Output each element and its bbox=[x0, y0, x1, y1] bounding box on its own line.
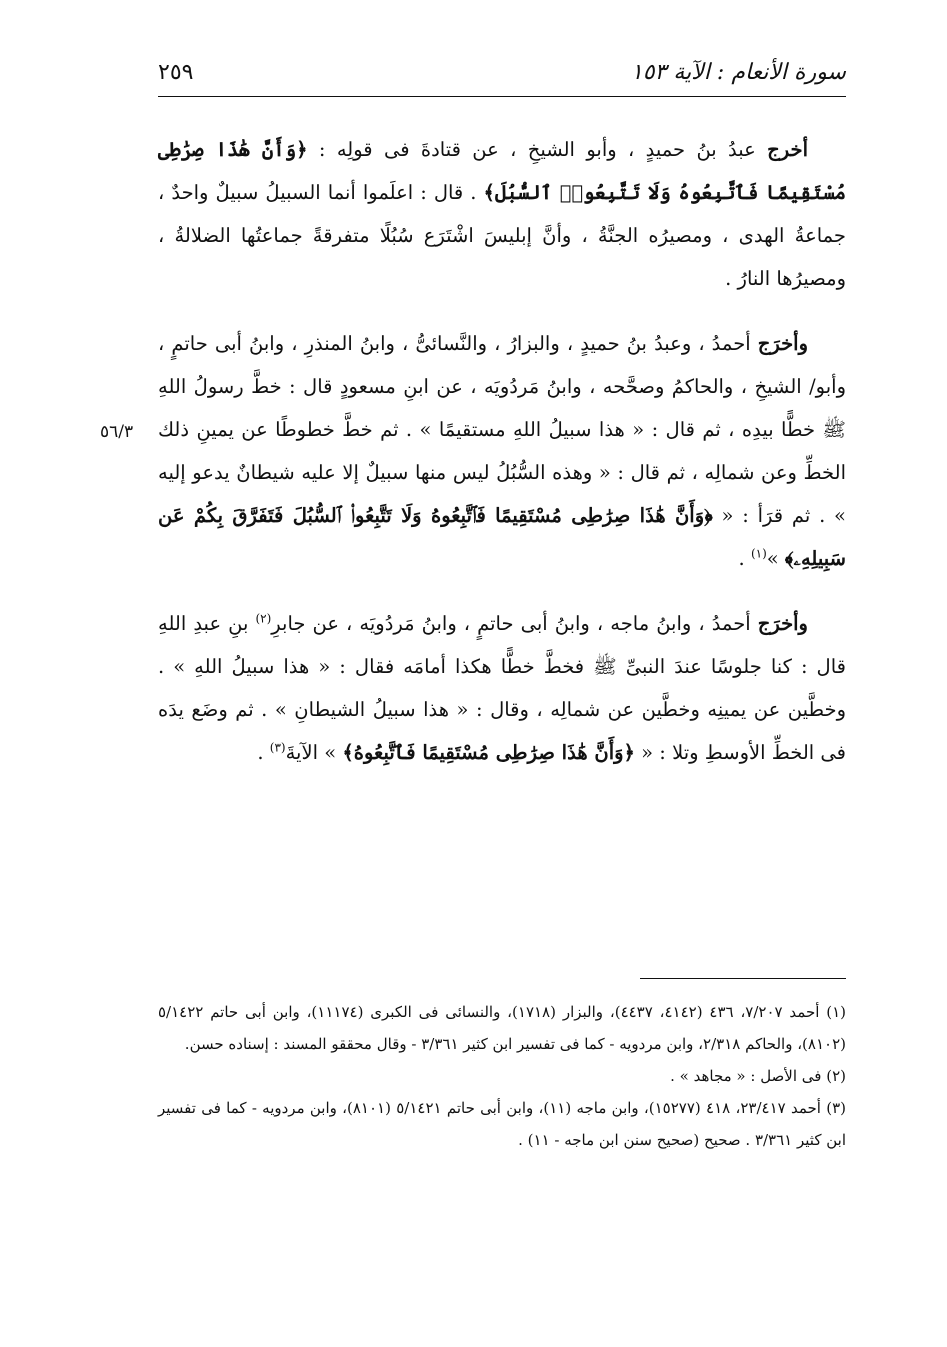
footnotes bbox=[158, 996, 846, 1156]
paragraph-text: . قال : اعلَموا أنما السبيلُ سبيلٌ واحدٌ ، جماعةُ الهدى ، ومصيرُه الجنَّةُ ، وأنَّ إبليسَ اشْتَرَع سُبُلًا متفرقةً جماعتُها الضلالةُ ، ومصيرُها النارُ . bbox=[158, 181, 846, 290]
footnote-divider bbox=[640, 978, 846, 979]
footnote-ref[interactable]: (١) bbox=[750, 546, 767, 561]
main-text bbox=[158, 128, 846, 796]
paragraph-2 bbox=[158, 322, 846, 580]
paragraph-lead: أخرج bbox=[767, 138, 808, 161]
footnote-3: (٣) أحمد ٢٣/٤١٧، ٤١٨ (١٥٢٧٧)، وابن ماجه (١١)، وابن أبى حاتم ٥/١٤٢١ (٨١٠١)، وابن مردويه - كما فى تفسير ابن كثير ٣/٣٦١ . صحيح (صحيح سنن ابن ماجه - ١١) . bbox=[158, 1099, 846, 1149]
paragraph-text: » bbox=[766, 547, 785, 570]
paragraph-text: أحمدُ ، وابنُ ماجه ، وابنُ أبى حاتمٍ ، وابنُ مَردُويَه ، عن جابرِ bbox=[271, 612, 758, 635]
quran-quote: ﴿وَأَنَّ هَٰذَا صِرَٰطِى مُسْتَقِيمًا فَٱتَّبِعُوهُ وَلَا تَتَّبِعُوا۟ ٱلسُّبُلَ فَتَفَرَّقَ بِكُمْ عَن سَبِيلِهِۦ﴾ bbox=[158, 504, 846, 570]
running-header bbox=[158, 58, 846, 97]
footnote-ref[interactable]: (٣) bbox=[269, 740, 286, 755]
quran-quote: ﴿وَأَنَّ هَٰذَا صِرَٰطِى مُسْتَقِيمًا فَٱتَّبِعُوهُ﴾ bbox=[342, 741, 635, 764]
header-title: سورة الأنعام : الآية ١٥٣ bbox=[630, 60, 846, 85]
paragraph-lead: وأخرَج bbox=[757, 612, 808, 635]
paragraph-1 bbox=[158, 128, 846, 300]
paragraph-text: . bbox=[257, 741, 270, 764]
paragraph-3 bbox=[158, 602, 846, 774]
footnote-2: (٢) فى الأصل : « مجاهد » . bbox=[670, 1067, 846, 1085]
quran-quote: ﴿وَأَنَّ هَٰذَا صِرَٰطِى مُسْتَقِيمًا فَٱتَّبِعُوهُ وَلَا تَتَّبِعُوا۟ ٱلسُّبُلَ﴾ bbox=[158, 138, 846, 204]
paragraph-text: » الآيةَ bbox=[285, 741, 343, 764]
paragraph-text: . bbox=[738, 547, 751, 570]
paragraph-text: عبدُ بنُ حميدٍ ، وأبو الشيخِ ، عن قتادةَ فى قولِه : bbox=[307, 138, 768, 161]
footnote-ref[interactable]: (٢) bbox=[255, 611, 272, 626]
paragraph-lead: وأخرَج bbox=[757, 332, 808, 355]
margin-volume-page-note: ٥٦/٣ bbox=[100, 422, 134, 442]
footnote-1: (١) أحمد ٧/٢٠٧، ٤٣٦ (٤١٤٢، ٤٤٣٧)، والبزار (١٧١٨)، والنسائى فى الكبرى (١١١٧٤)، وابن أبى حاتم ٥/١٤٢٢ (٨١٠٢)، والحاكم ٢/٣١٨، وابن مردويه - كما فى تفسير ابن كثير ٣/٣٦١ - وقال محققو المسند : إسناده حسن. bbox=[158, 1003, 847, 1053]
page-number: ٢٥٩ bbox=[158, 60, 194, 85]
paragraph-text: أحمدُ ، وعبدُ بنُ حميدٍ ، والبزارُ ، والنَّسائىُّ ، وابنُ المنذرِ ، وابنُ أبى حاتمٍ ، وأبو/ الشيخِ ، والحاكمُ وصحَّحه ، وابنُ مَردُويَه ، عن ابنِ مسعودٍ قال : خطَّ رسولُ اللهِ ﷺ خطًّا بيدِه ، ثم قال : « هذا سبيلُ اللهِ مستقيمًا » . ثم خطَّ خطوطًا عن يمينِ ذلك الخطِّ وعن شمالِه ، ثم قال : « وهذه السُّبُلُ ليس منها سبيلٌ إلا عليه شيطانٌ يدعو إليه » . ثم قرَأ : « bbox=[158, 332, 846, 527]
paragraph-text: بنِ عبدِ اللهِ قال : كنا جلوسًا عندَ النبىِّ ﷺ فخطَّ خطًّا هكذا أمامَه فقال : « هذا سبيلُ اللهِ » . وخطَّين عن يمينِه وخطَّين عن شمالِه ، وقال : « هذا سبيلُ الشيطانِ » . ثم وضَع يدَه فى الخطِّ الأوسطِ وتلا : « bbox=[158, 612, 846, 764]
